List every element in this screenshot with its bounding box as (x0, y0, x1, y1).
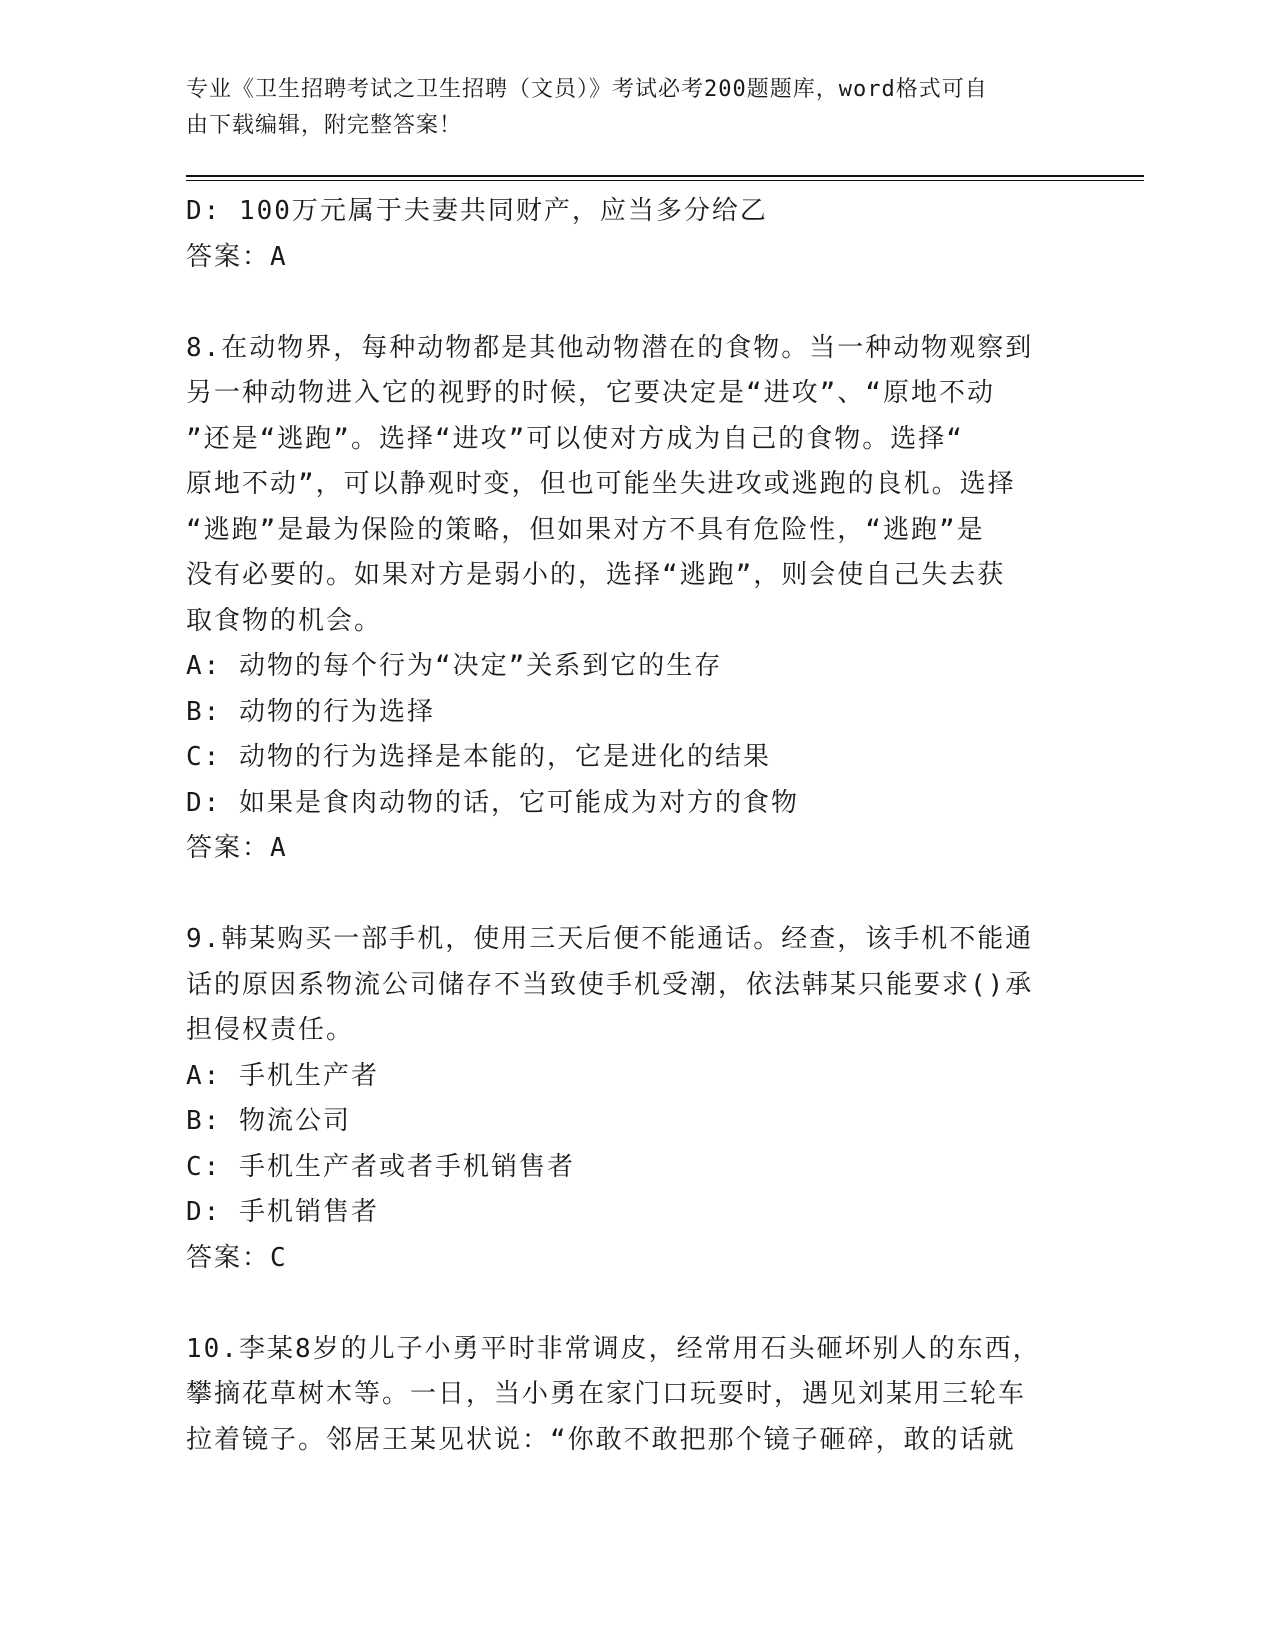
question-8-option-d: D: 如果是食肉动物的话，它可能成为对方的食物 (186, 787, 799, 818)
question-9 (186, 917, 1066, 1281)
question-8-line: 没有必要的。如果对方是弱小的，选择“逃跑”，则会使自己失去获 (186, 560, 1006, 590)
question-10-line: 10.李某8岁的儿子小勇平时非常调皮，经常用石头砸坏别人的东西， (186, 1333, 1041, 1364)
document-header (186, 72, 1066, 144)
spacer (186, 872, 1066, 918)
header-line-1: 专业《卫生招聘考试之卫生招聘（文员）》考试必考200题题库，word格式可自 (186, 77, 988, 102)
header-divider-thin (186, 180, 1144, 181)
question-8-line: 取食物的机会。 (186, 605, 383, 636)
question-8 (186, 326, 1066, 872)
prev-option-d: D: 100万元属于夫妻共同财产，应当多分给乙 (186, 196, 768, 226)
prev-answer: 答案：A (186, 241, 288, 272)
question-8-answer: 答案：A (186, 833, 288, 863)
question-8-line: ”还是“逃跑”。选择“进攻”可以使对方成为自己的食物。选择“ (186, 423, 964, 454)
question-10-line: 拉着镜子。邻居王某见状说：“你敢不敢把那个镜子砸碎，敢的话就 (186, 1424, 1016, 1455)
question-8-line: 另一种动物进入它的视野的时候，它要决定是“进攻”、“原地不动 (186, 378, 995, 408)
spacer (186, 280, 1066, 326)
question-9-option-d: D: 手机销售者 (186, 1197, 379, 1227)
question-9-line: 9.韩某购买一部手机，使用三天后便不能通话。经查，该手机不能通 (186, 924, 1034, 954)
header-divider-thick (186, 175, 1144, 177)
header-line-2: 由下载编辑，附完整答案！ (186, 113, 463, 138)
question-9-line: 话的原因系物流公司储存不当致使手机受潮，依法韩某只能要求()承 (186, 969, 1034, 1000)
question-9-option-a: A: 手机生产者 (186, 1060, 379, 1091)
question-9-answer: 答案：C (186, 1242, 288, 1273)
question-8-option-c: C: 动物的行为选择是本能的，它是进化的结果 (186, 742, 771, 772)
question-9-option-c: C: 手机生产者或者手机销售者 (186, 1151, 575, 1182)
question-9-option-b: B: 物流公司 (186, 1106, 351, 1136)
document-body (186, 189, 1066, 1463)
question-8-line: 原地不动”，可以静观时变，但也可能坐失进攻或逃跑的良机。选择 (186, 469, 1016, 499)
question-10-line: 攀摘花草树木等。一日，当小勇在家门口玩耍时，遇见刘某用三轮车 (186, 1379, 1027, 1409)
question-8-line: “逃跑”是最为保险的策略，但如果对方不具有危险性，“逃跑”是 (186, 514, 985, 545)
question-8-option-b: B: 动物的行为选择 (186, 696, 435, 727)
question-9-line: 担侵权责任。 (186, 1015, 355, 1045)
question-8-line: 8.在动物界，每种动物都是其他动物潜在的食物。当一种动物观察到 (186, 332, 1034, 363)
question-10 (186, 1327, 1066, 1464)
question-8-option-a: A: 动物的每个行为“决定”关系到它的生存 (186, 651, 723, 681)
spacer (186, 1281, 1066, 1327)
